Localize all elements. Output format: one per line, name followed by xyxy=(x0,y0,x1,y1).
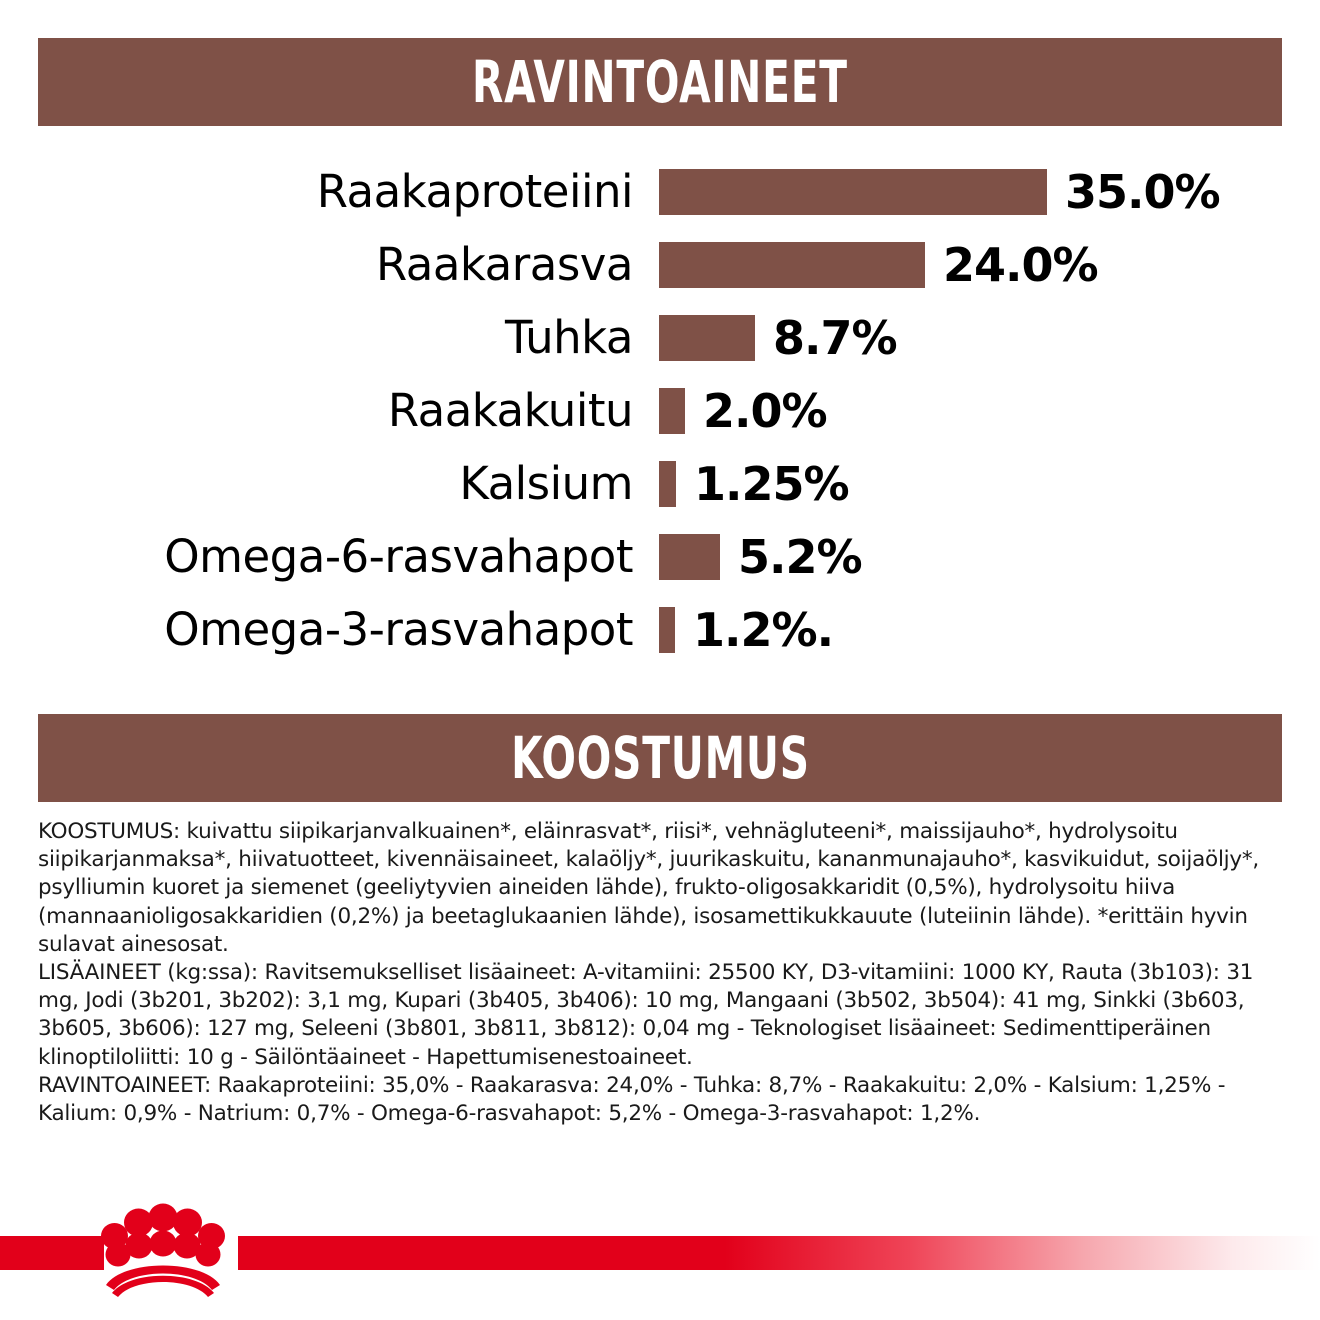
nutrient-bar-group xyxy=(659,603,833,657)
analytical-constituents-paragraph: RAVINTOAINEET: Raakaproteiini: 35,0% - Raakarasva: 24,0% - Tuhka: 8,7% - Raakakuitu: 2,0% - Kalsium: 1,25% - Kalium: 0,9% - Natrium: 0,7% - Omega-6-rasvahapot: 5,2% - Omega-3-rasvahapot: 1,2%. xyxy=(38,1072,1226,1127)
nutrient-row xyxy=(0,520,1320,593)
nutrient-value: 8.7% xyxy=(773,310,897,365)
royal-canin-crown-logo xyxy=(98,1197,228,1297)
nutrient-label: Tuhka xyxy=(504,311,633,364)
nutrient-label: Kalsium xyxy=(459,457,633,510)
nutrient-bar-chart xyxy=(0,155,1320,666)
nutrient-row xyxy=(0,593,1320,666)
composition-text-block xyxy=(38,818,1286,1128)
nutrient-label: Omega-3-rasvahapot xyxy=(164,603,633,656)
nutrient-bar xyxy=(659,169,1047,215)
nutrient-value: 24.0% xyxy=(943,237,1098,292)
nutrient-bar-group xyxy=(659,384,827,438)
nutrient-value: 2.0% xyxy=(703,383,827,438)
composition-section-header xyxy=(38,714,1282,802)
nutrient-label: Raakakuitu xyxy=(387,384,633,437)
nutrient-bar-group xyxy=(659,165,1220,219)
nutrient-bar-group xyxy=(659,311,897,365)
nutrient-bar-group xyxy=(659,457,849,511)
composition-header-title: KOOSTUMUS xyxy=(510,724,810,792)
nutrient-value: 35.0% xyxy=(1065,164,1220,219)
nutrient-bar xyxy=(659,242,925,288)
nutrients-section-header xyxy=(38,38,1282,126)
nutrients-header-title: RAVINTOAINEET xyxy=(472,48,848,116)
nutrient-label: Omega-6-rasvahapot xyxy=(164,530,633,583)
nutrient-bar xyxy=(659,461,676,507)
footer-bar-right-segment xyxy=(238,1236,1320,1270)
nutrient-bar xyxy=(659,388,685,434)
nutrient-value: 1.25% xyxy=(694,456,849,511)
nutrient-value: 5.2% xyxy=(738,529,862,584)
ingredients-paragraph: KOOSTUMUS: kuivattu siipikarjanvalkuainen*, eläinrasvat*, riisi*, vehnägluteeni*, maissijauho*, hydrolysoitu siipikarjanmaksa*, hiivatuotteet, kivennäisaineet, kalaöljy*, juurikaskuitu, kananmunajauho*, kasvikuidut, soijaöljy*, psylliumin kuoret ja siemenet (geeliytyvien aineiden lähde), frukto-oligosakkaridit (0,5%), hydrolysoitu hiiva (mannaanioligosakkaridien (0,2%) ja beetaglukaanien lähde), isosamettikukkauute (luteiinin lähde). *erittäin hyvin sulavat ainesosat. xyxy=(38,819,1259,957)
nutrient-row xyxy=(0,447,1320,520)
nutrient-bar xyxy=(659,607,675,653)
nutrient-bar xyxy=(659,315,755,361)
nutrient-bar-group xyxy=(659,530,862,584)
nutrient-value: 1.2%. xyxy=(693,602,834,657)
nutrient-row xyxy=(0,228,1320,301)
nutrient-label: Raakaproteiini xyxy=(316,165,633,218)
nutrient-row xyxy=(0,301,1320,374)
nutrient-bar-group xyxy=(659,238,1098,292)
nutrient-row xyxy=(0,374,1320,447)
nutrient-row xyxy=(0,155,1320,228)
additives-paragraph: LISÄAINEET (kg:ssa): Ravitsemukselliset lisäaineet: A-vitamiini: 25500 KY, D3-vitamiini: 1000 KY, Rauta (3b103): 31 mg, Jodi (3b201, 3b202): 3,1 mg, Kupari (3b405, 3b406): 10 mg, Mangaani (3b502, 3b504): 41 mg, Sinkki (3b603, 3b605, 3b606): 127 mg, Seleeni (3b801, 3b811, 3b812): 0,04 mg - Teknologiset lisäaineet: Sedimenttiperäinen klinoptiloliitti: 10 g - Säilöntäaineet - Hapettumisenestoaineet. xyxy=(38,960,1254,1070)
nutrient-bar xyxy=(659,534,720,580)
footer-bar-left-segment xyxy=(0,1236,104,1270)
nutrient-label: Raakarasva xyxy=(375,238,633,291)
